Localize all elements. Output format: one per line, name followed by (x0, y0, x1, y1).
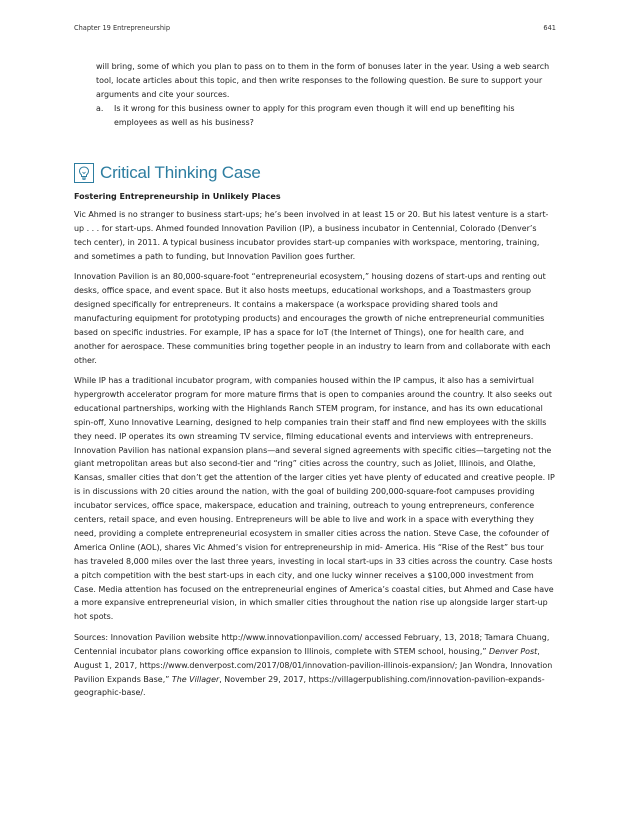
case-paragraph: Vic Ahmed is no stranger to business start-ups; he’s been involved in at least 15 or 20. But his latest venture is a start-up . . . for start-ups. Ahmed founded Innovation Pavilion (IP), a business incubator in Centennial, Colorado (Denver’s tech center), in 2011. A typical business incubator provides start-up companies with workspace, mentoring, training, and sometimes a path to funding, but Innovation Pavilion goes further. (74, 210, 549, 261)
case-paragraph: Innovation Pavilion is an 80,000-square-foot “entrepreneurial ecosystem,” housing dozens of start-ups and renting out desks, office space, and event space. But it also hosts meetups, educational workshops, and a Toastmasters group designed specifically for entrepreneurs. It contains a makerspace (a workspace providing shared tools and manufacturing equipment for prototyping products) and encourages the growth of niche entrepreneurial communities based on specific industries. For example, IP has a space for IoT (the Internet of Things), one for health care, and another for aerospace. These communities bring together people in an industry to learn from and collaborate with each other. (74, 272, 551, 365)
sources-paragraph (74, 631, 556, 701)
intro-paragraph: will bring, some of which you plan to pass on to them in the form of bonuses later in the year. Using a web search tool, locate articles about this topic, and then write responses to the following question. Be sure to support your arguments and cite your sources. (96, 62, 550, 99)
question-item (96, 102, 556, 130)
case-title: Fostering Entrepreneurship in Unlikely Places (74, 192, 281, 201)
sources-text: , August 1, 2017, https://www.denverpost.com/2017/08/01/innovation-pavilion-illinois-expansion/; Jan Wondra, Innovation Pavilion Expands Base,” (74, 646, 553, 684)
sources-publication: Denver Post (489, 646, 538, 656)
page-number: 641 (543, 24, 556, 32)
lightbulb-icon (74, 163, 94, 183)
sources-text: Sources: Innovation Pavilion website http://www.innovationpavilion.com/ accessed February, 13, 2018; Tamara Chuang, Centennial incubator plans coworking office expansion to Illinois, complete with STEM school, housing,” (74, 632, 550, 656)
sources-publication: The Villager (171, 674, 220, 684)
section-header (74, 163, 261, 183)
question-text: Is it wrong for this business owner to apply for this program even though it will end up benefiting his employees as well as his business? (114, 103, 515, 127)
case-body (74, 208, 556, 707)
intro-block (96, 60, 556, 130)
page-header (74, 24, 556, 32)
section-title: Critical Thinking Case (100, 163, 261, 182)
case-paragraph: While IP has a traditional incubator program, with companies housed within the IP campus, it also has a semivirtual hypergrowth accelerator program for more mature firms that is open to companies around the country. It also seeks out educational partnerships, working with the Highlands Ranch STEM program, for instance, and has its own educational spin-off, Xuno Innovative Learning, designed to help companies train their staff and find new employees with the skills they need. IP operates its own streaming TV service, filming educational events and interviews with entrepreneurs. Innovation Pavilion has national expansion plans—and several signed agreements with specific cities—targeting not the giant metropolitan areas but also second-tier and “ring” cities across the country, such as Joliet, Illinois, and Olathe, Kansas, smaller cities that don’t get the attention of the larger cities yet have plenty of educated and creative people. IP is in discussions with 20 cities around the nation, with the goal of building 200,000-square-foot campuses providing incubator services, office space, makerspace, education and training, outreach to young entrepreneurs, conference centers, retail space, and even housing. Entrepreneurs will be able to live and work in a space with everything they need, providing a complete entrepreneurial ecosystem in smaller cities across the nation. Steve Case, the cofounder of America Online (AOL), shares Vic Ahmed’s vision for entrepreneurship in mid- America. His “Rise of the Rest” bus tour has traveled 8,000 miles over the last three years, investing in local start-ups in 33 cities across the country. Case hosts a pitch competition with the best start-ups in each city, and one lucky winner receives a $100,000 investment from Case. Media attention has focused on the entrepreneurial engines of America’s coastal cities, but Ahmed and Case have a more expansive entrepreneurial vision, in which smaller cities throughout the nation rise up alongside larger start-up hot spots. (74, 375, 555, 622)
sources-text: , November 29, 2017, https://villagerpublishing.com/innovation-pavilion-expands-geographic-base/. (74, 674, 545, 698)
question-marker: a. (96, 103, 104, 113)
chapter-title: Chapter 19 Entrepreneurship (74, 24, 171, 32)
